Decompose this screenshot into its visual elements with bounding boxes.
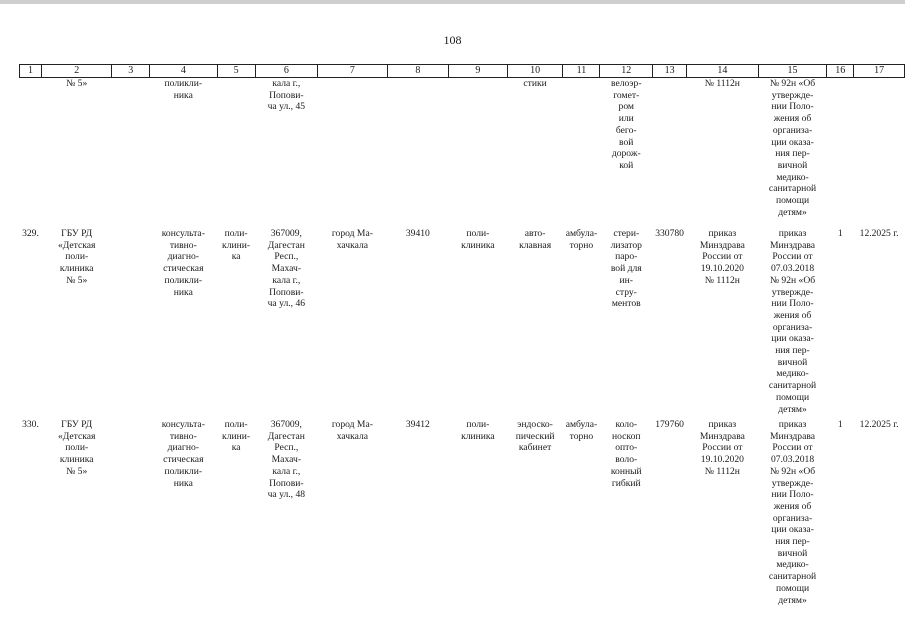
code-cell: 39412 [405,419,430,430]
column-header: 2 [41,65,112,78]
order-cell: приказ Минздрава России от 19.10.2020 № 1112н [699,228,745,286]
quantity-cell: 1 [837,228,843,239]
column-header: 4 [149,65,217,78]
table-row [20,225,905,416]
department-cell: эндоско- пический кабинет [515,419,555,454]
column-header: 11 [563,65,600,78]
row-number-cell: 330. [22,419,39,430]
equipment-cell: коло- носкоп опто- воло- конный гибкий [610,419,642,489]
facility-kind-cell: поли- клини- ка [222,419,251,454]
organization-cell: ГБУ РД «Детская поли- клиника № 5» [57,419,96,477]
column-header: 14 [687,65,759,78]
address-cell: 367009, Дагестан Респ., Махач- кала г., Попови- ча ул., 48 [267,419,306,501]
column-number-row [20,65,905,78]
standard-cell: приказ Минздрава России от 07.03.2018 № 92н «Об утвержде- нии Поло- жения об организа- ции оказа- ния пер- вичной медико- санитарной помощи детям» [768,419,817,606]
column-header: 12 [600,65,653,78]
price-cell: 330780 [655,228,684,239]
empty-cell [112,416,150,609]
date-cell: 12.2025 г. [859,419,899,430]
equipment-cell: велоэр- гомет- ром или бего- вой дорож- кой [610,78,642,171]
table-row [20,416,905,609]
column-header: 13 [653,65,687,78]
order-cell: № 1112н [704,78,740,89]
empty-cell [112,225,150,416]
page-number: 108 [443,33,462,47]
organization-cell: ГБУ РД «Детская поли- клиника № 5» [57,228,96,286]
column-header: 5 [217,65,255,78]
column-header: 8 [387,65,448,78]
column-header: 10 [507,65,563,78]
unit-cell: поли- клиника [461,228,495,251]
column-header: 9 [449,65,508,78]
standard-cell: приказ Минздрава России от 07.03.2018 № 92н «Об утвержде- нии Поло- жения об организа- ции оказа- ния пер- вичной медико- санитарной помощи детям» [768,228,817,415]
date-cell: 12.2025 г. [859,228,899,239]
price-cell: 179760 [655,419,684,430]
department-cell: стики [523,78,547,89]
facility-type-cell: поликли- ника [164,78,203,101]
care-mode-cell: амбула- торно [565,419,598,442]
register-table [19,64,905,609]
facility-kind-cell: поли- клини- ка [222,228,251,263]
column-header: 1 [20,65,42,78]
facility-type-cell: консульта- тивно- диагно- стическая поликли- ника [161,228,205,298]
column-header: 17 [854,65,905,78]
standard-cell: № 92н «Об утвержде- нии Поло- жения об организа- ции оказа- ния пер- вичной медико- санитарной помощи детям» [768,78,817,218]
column-header: 15 [758,65,827,78]
scan-edge [0,0,905,4]
organization-cell: № 5» [66,78,88,89]
unit-cell: поли- клиника [461,419,495,442]
column-header: 3 [112,65,150,78]
address-cell: 367009, Дагестан Респ., Махач- кала г., Попови- ча ул., 46 [267,228,306,310]
column-header: 6 [255,65,318,78]
continuation-row [20,78,905,226]
equipment-cell: стери- лизатор паро- вой для ин- стру- ментов [610,228,642,310]
city-cell: город Ма- хачкала [331,228,373,251]
row-number-cell: 329. [22,228,39,239]
quantity-cell: 1 [837,419,843,430]
column-header: 16 [827,65,854,78]
order-cell: приказ Минздрава России от 19.10.2020 № 1112н [699,419,745,477]
address-cell: кала г., Попови- ча ул., 45 [267,78,306,113]
code-cell: 39410 [405,228,430,239]
column-header: 7 [318,65,387,78]
city-cell: город Ма- хачкала [331,419,373,442]
department-cell: авто- клавная [519,228,552,251]
facility-type-cell: консульта- тивно- диагно- стическая поликли- ника [161,419,205,489]
care-mode-cell: амбула- торно [565,228,598,251]
